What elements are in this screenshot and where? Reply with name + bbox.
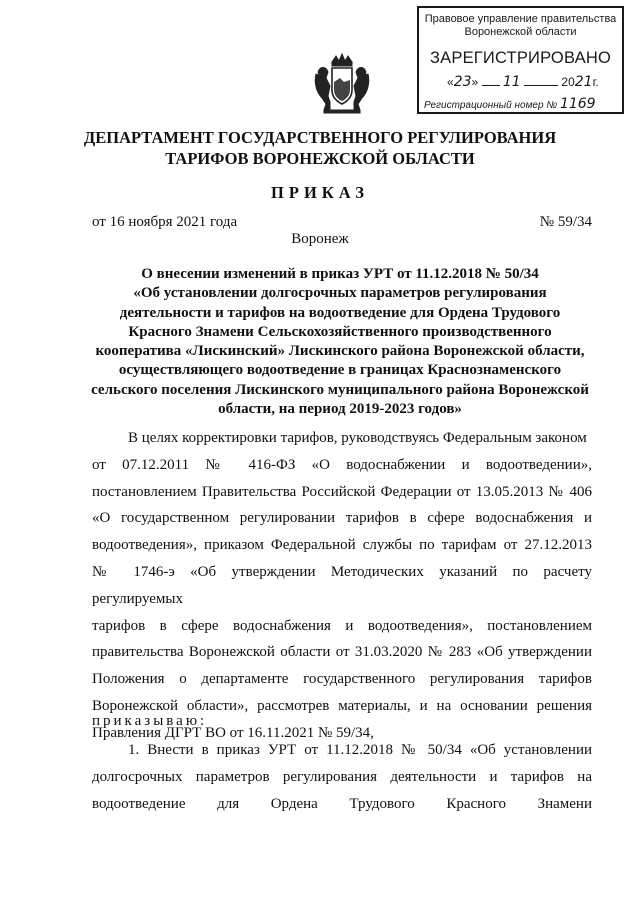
department-line-2: ТАРИФОВ ВОРОНЕЖСКОЙ ОБЛАСТИ (165, 149, 475, 168)
stamp-year-prefix: 20 (561, 75, 575, 89)
item-1-line: долгосрочных параметров регулирования деятельности и тарифов на (92, 769, 592, 785)
stamp-org-line-1: Правовое управление правительства (424, 13, 617, 25)
preamble-line: «О государственном регулировании тарифов в сфере водоснабжения и (92, 510, 592, 527)
stamp-organization (419, 13, 622, 39)
stamp-month: 11 (502, 74, 521, 90)
title-line: осуществляющего водоотведение в границах Краснознаменского (118, 362, 562, 379)
item-1-paragraph (92, 737, 592, 818)
item-1-line: 1. Внести в приказ УРТ от 11.12.2018 № 50/34 «Об установлении (128, 742, 592, 758)
order-number: № 59/34 (539, 214, 592, 230)
preamble-line: постановлением Правительства Российской Федерации от 13.05.2013 № 406 (92, 483, 592, 500)
preamble-paragraph (92, 425, 592, 747)
preamble-line: Положения о департаменте государственного регулирования тарифов (92, 671, 592, 688)
order-date: от 16 ноября 2021 года (92, 214, 238, 230)
order-title (80, 265, 600, 419)
item-1-line: водоотведение для Ордена Трудового Красного Знамени (92, 796, 592, 812)
title-line: области, на период 2019-2023 годов» (218, 401, 462, 418)
preamble-line: Воронежской области», рассмотрев материалы, и на основании решения (92, 697, 592, 714)
title-line: «Об установлении долгосрочных параметров регулирования (133, 285, 547, 302)
coat-of-arms-icon (310, 52, 374, 116)
preamble-line: тарифов в сфере водоснабжения и водоотведения», постановлением (92, 617, 592, 634)
stamp-status: ЗАРЕГИСТРИРОВАНО (430, 49, 611, 67)
stamp-day: 23 (453, 74, 472, 90)
preamble-line: правительства Воронежской области от 31.03.2020 № 283 «Об утверждении (92, 644, 592, 661)
registration-stamp (417, 6, 624, 114)
stamp-reg-value: 1169 (559, 96, 596, 112)
stamp-reg-label: Регистрационный номер № (424, 100, 558, 111)
order-word: приказываю: (92, 713, 208, 729)
title-line: деятельности и тарифов на водоотведение для Ордена Трудового (119, 304, 561, 321)
title-line: кооператива «Лискинский» Лискинского района Воронежской области, (95, 343, 585, 360)
preamble-line: В целях корректировки тарифов, руководствуясь Федеральным законом (128, 430, 587, 446)
order-city: Воронеж (291, 231, 349, 247)
stamp-year-suffix: 21 (574, 74, 593, 90)
preamble-line: № 1746-э «Об утверждении Методических указаний по расчету регулируемых (92, 563, 592, 607)
stamp-reg-number (424, 96, 596, 112)
preamble-line: Правления ДГРТ ВО от 16.11.2021 № 59/34, (92, 724, 374, 741)
title-line: Красного Знамени Сельскохозяйственного производственного (128, 323, 552, 340)
title-line: сельского поселения Лискинского муниципального района Воронежской (91, 381, 589, 398)
document-type: ПРИКАЗ (271, 183, 369, 202)
department-name (0, 127, 640, 169)
preamble-line: водоотведения», приказом Федеральной службы по тарифам от 27.12.2013 (92, 537, 592, 554)
department-line-1: ДЕПАРТАМЕНТ ГОСУДАРСТВЕННОГО РЕГУЛИРОВАНИЯ (83, 128, 557, 147)
stamp-org-line-2: Воронежской области (464, 26, 577, 38)
stamp-date: «23» 11 2021г. (447, 74, 599, 90)
title-line: О внесении изменений в приказ УРТ от 11.12.2018 № 50/34 (141, 266, 539, 282)
preamble-line: от 07.12.2011 № 416-ФЗ «О водоснабжении и водоотведении», (92, 456, 592, 473)
